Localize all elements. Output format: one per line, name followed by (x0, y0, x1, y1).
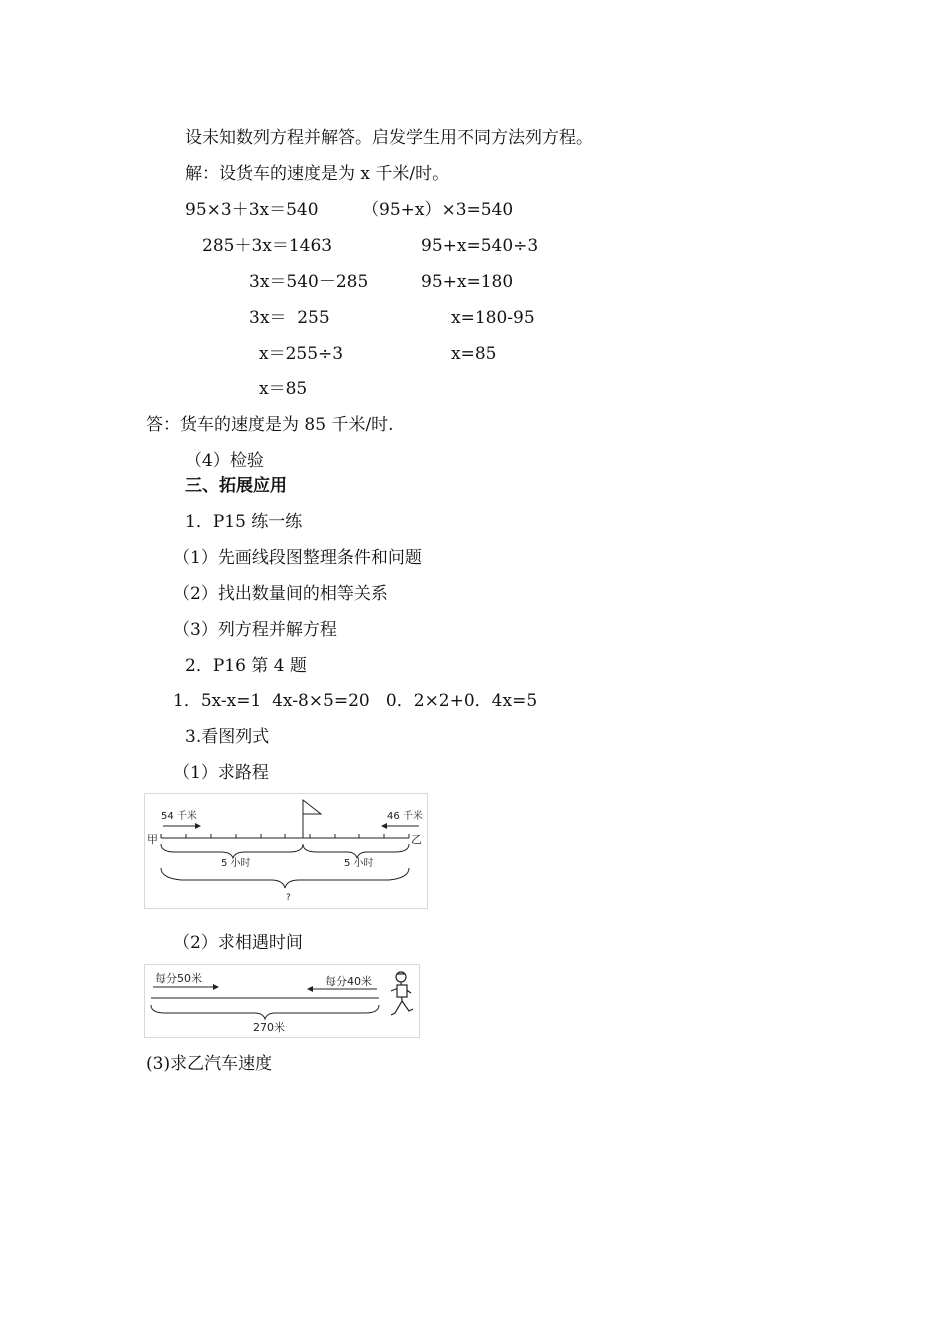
item-1-3: （3）列方程并解方程 (173, 620, 337, 640)
speed-left-label: 每分50米 (155, 972, 202, 985)
time-right-label: 5 小时 (344, 858, 374, 869)
method1-step-2: 285＋3x＝1463 (202, 236, 333, 256)
answer-line: 答：货车的速度是为 85 千米/时. (146, 415, 394, 435)
item-1-2: （2）找出数量间的相等关系 (173, 584, 388, 604)
arrow-left-icon (381, 823, 387, 829)
item-1: 1．P15 练一练 (185, 512, 303, 532)
method2-step-1: （95+x）×3=540 (362, 200, 514, 220)
runner-icon (391, 972, 413, 1015)
total-label: ? (286, 893, 291, 903)
method1-step-6: x＝85 (259, 379, 308, 399)
flag-icon (303, 800, 321, 814)
speed-right-label: 46 千米 (387, 811, 423, 822)
arrow-right-icon (195, 823, 201, 829)
item-3: 3.看图列式 (185, 727, 270, 747)
speed-left-label: 54 千米 (161, 811, 197, 822)
meeting-diagram (144, 964, 420, 1038)
item-1-1: （1）先画线段图整理条件和问题 (173, 548, 422, 568)
brace-total (151, 1005, 379, 1019)
arrow-right-icon (213, 984, 219, 990)
method2-step-3: 95+x=180 (421, 272, 514, 292)
item-3-3: (3)求乙汽车速度 (146, 1054, 273, 1074)
start-label: 甲 (147, 833, 158, 846)
method2-step-4: x=180-95 (451, 308, 535, 328)
end-label: 乙 (411, 833, 422, 846)
item-2: 2．P16 第 4 题 (185, 656, 307, 676)
speed-right-label: 每分40米 (325, 975, 372, 988)
method1-step-4: 3x＝ 255 (249, 308, 330, 328)
brace-left-half (161, 844, 303, 858)
total-label: 270米 (253, 1021, 285, 1034)
solution-label: 解：设货车的速度是为 x 千米/时。 (185, 164, 450, 184)
brace-right-half (303, 844, 409, 858)
brace-total (161, 868, 409, 888)
method1-step-5: x＝255÷3 (259, 344, 344, 364)
item-3-1: （1）求路程 (173, 763, 269, 783)
check-line: （4）检验 (185, 451, 264, 471)
method1-step-3: 3x＝540－285 (249, 272, 369, 292)
method2-step-2: 95+x=540÷3 (421, 236, 539, 256)
section-3-heading: 三、拓展应用 (185, 476, 287, 496)
arrow-left-icon (307, 986, 313, 992)
time-left-label: 5 小时 (221, 858, 251, 869)
distance-diagram (144, 793, 428, 909)
method1-step-1: 95×3＋3x＝540 (185, 200, 319, 220)
item-3-2: （2）求相遇时间 (173, 933, 303, 953)
intro-line: 设未知数列方程并解答。启发学生用不同方法列方程。 (185, 128, 593, 148)
item-2-equations: 1．5x-x=1 4x-8×5=20 0．2×2+0．4x=5 (173, 691, 538, 711)
method2-step-5: x=85 (451, 344, 497, 364)
